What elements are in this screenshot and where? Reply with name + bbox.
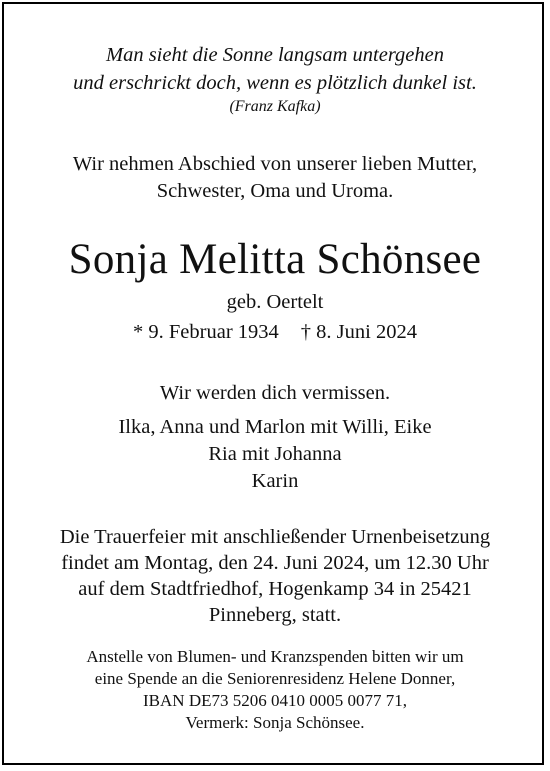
mourner-line-1: Ilka, Anna und Marlon mit Willi, Eike	[118, 416, 432, 438]
funeral-line-4: Pinneberg, statt.	[208, 604, 342, 626]
donation-line-1: Anstelle von Blumen- und Kranzspenden bitten wir um	[86, 647, 464, 666]
intro-line-2: Schwester, Oma und Uroma.	[156, 180, 394, 202]
donation-line-3: IBAN DE73 5206 0410 0005 0077 71,	[143, 691, 407, 710]
kafka-quote	[4, 41, 546, 117]
birth-name: geb. Oertelt	[226, 291, 324, 313]
mourners-list	[4, 414, 546, 495]
donation-line-2: eine Spende an die Seniorenresidenz Helene Donner,	[94, 669, 456, 688]
quote-line-1: Man sieht die Sonne langsam untergehen	[106, 44, 444, 66]
donation-line-4: Vermerk: Sonja Schönsee.	[185, 713, 365, 732]
quote-author: (Franz Kafka)	[229, 98, 321, 115]
funeral-line-3: auf dem Stadtfriedhof, Hogenkamp 34 in 25421	[78, 578, 472, 600]
life-dates	[4, 318, 546, 346]
quote-line-2: und erschrickt doch, wenn es plötzlich dunkel ist.	[73, 72, 477, 94]
deceased-name: Sonja Melitta Schönsee	[68, 236, 482, 283]
funeral-line-2: findet am Montag, den 24. Juni 2024, um 12.30 Uhr	[61, 552, 489, 574]
donation-request	[4, 646, 546, 734]
obituary-frame	[2, 2, 544, 765]
funeral-details	[4, 524, 546, 628]
intro-line-1: Wir nehmen Abschied von unserer lieben Mutter,	[72, 153, 478, 175]
farewell-intro	[4, 151, 546, 205]
missing-text: Wir werden dich vermissen.	[159, 382, 391, 404]
death-date: † 8. Juni 2024	[300, 321, 417, 343]
birth-date: * 9. Februar 1934	[133, 321, 279, 343]
mourner-line-2: Ria mit Johanna	[208, 443, 342, 465]
funeral-line-1: Die Trauerfeier mit anschließender Urnenbeisetzung	[59, 526, 491, 548]
mourner-line-3: Karin	[251, 470, 299, 492]
